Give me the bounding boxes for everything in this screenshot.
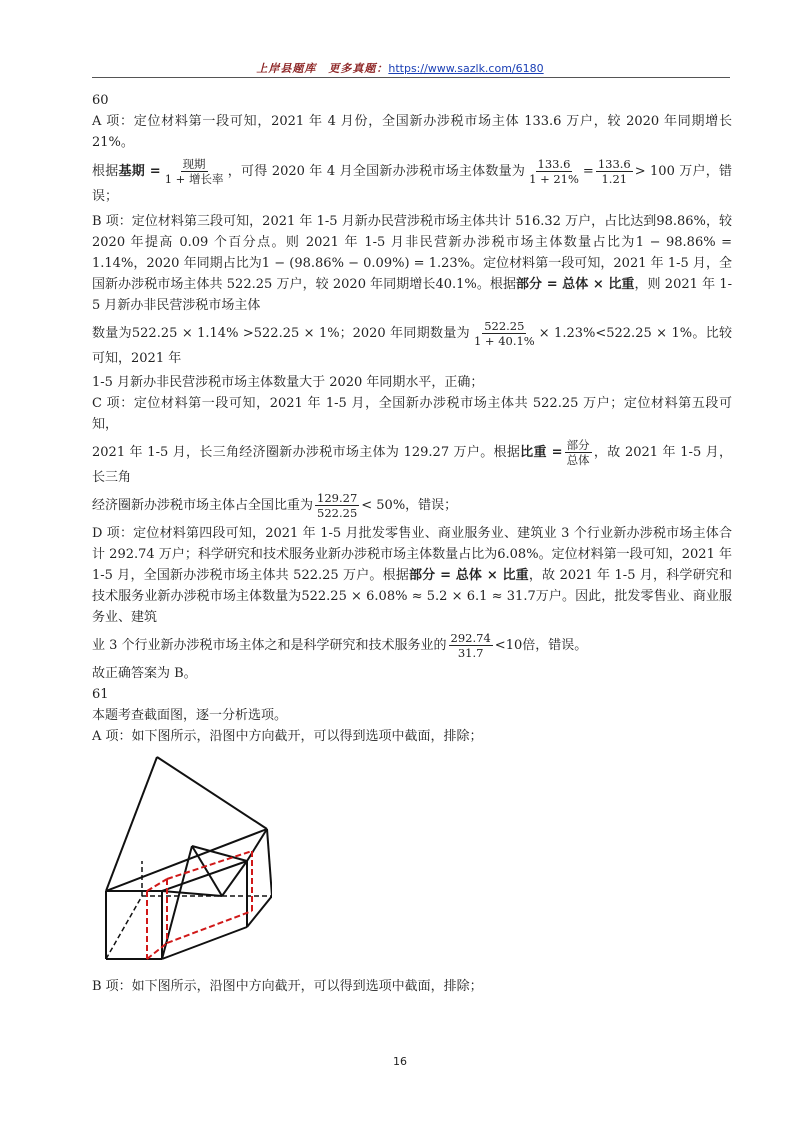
q60-b-frac: $\frac{522.25}{1 + 40.1\%}$ (473, 319, 535, 348)
header-brand: 上岸县题库 更多真题： (256, 62, 389, 75)
q60-a-frac3: $\frac{133.6}{1.21}$ (597, 157, 631, 186)
solution-content (92, 90, 732, 997)
q60-option-a: A 项：定位材料第一段可知，2021 年 4 月份，全国新办涉税市场主体 133.6 万户，较 2020 年同期增长21%。 (92, 114, 732, 150)
q60-c-frac1: $\frac{\text{部分}}{\text{总体}}$ (566, 438, 590, 467)
page-number: 16 (393, 1055, 407, 1068)
q60-c-frac2: $\frac{129.27}{522.25}$ (317, 491, 358, 520)
q60-answer: 故正确答案为 B。 (92, 666, 197, 681)
q61-intro: 本题考查截面图，逐一分析选项。 (92, 708, 288, 723)
q60-number: 60 (92, 93, 109, 108)
q60-a-frac2: $\frac{133.6}{1 + 21\%}$ (529, 157, 579, 186)
q60-a-formula-label: 基期 = (118, 164, 161, 179)
q60-d-formula: 部分 = 总体 × 比重 (408, 568, 529, 583)
q60-option-b: B 项：定位材料第三段可知，2021 年 1-5 月新办民营涉税市场主体共计 516.32 万户，占比达到98.86%，较 2020 年提高 0.09 个百分点。则 2021 年 1-5 月非民营新办涉税市场主体数量占比为1 − 98.86% = 1.14%，2020 年同期占比为1 − (98.86% − 0.09%) = 1.23%。定位材料第一段可知，2021 年 1-5 月，全国新办涉税市场主体共 522.25 万户，较 2020 年同期增长40.1%。根据部分 = 总体 × 比重，则 2021 年 1-5 月新办非民营涉税市场主体 (92, 214, 732, 313)
q60-option-c-formula: 2021 年 1-5 月，长三角经济圈新办涉税市场主体为 129.27 万户。根据比重 = $\frac{\text{部分}}{\text{总体}}$ ，故 2021 年 1-5 月，长三角 (92, 438, 733, 485)
q60-a-text-mid: ，可得 2020 年 4 月全国新办涉税市场主体数量为 (227, 164, 526, 179)
q60-option-b-conclusion: 1-5 月新办非民营涉税市场主体数量大于 2020 年同期水平，正确； (92, 375, 484, 390)
q60-a-frac1: $\frac{\text{现期}}{\text{1 + 增长率}}$ (164, 157, 224, 186)
q61-option-a: A 项：如下图所示，沿图中方向截开，可以得到选项中截面，排除； (92, 729, 483, 744)
q60-option-b-frac-line: 数量为522.25 × 1.14% >522.25 × 1%；2020 年同期数量为 $\frac{522.25}{1 + 40.1\%}$ × 1.23%<522.25 × 1%。比较可知，2021 年 (92, 319, 733, 366)
header-rule (92, 77, 730, 78)
q60-option-d: D 项：定位材料第四段可知，2021 年 1-5 月批发零售业、商业服务业、建筑业 3 个行业新办涉税市场主体合计 292.74 万户；科学研究和技术服务业新办涉税市场主体数量占比为6.08%。定位材料第一段可知，2021 年 1-5 月，全国新办涉税市场主体共 522.25 万户。根据部分 = 总体 × 比重，故 2021 年 1-5 月，科学研究和技术服务业新办涉税市场主体数量为522.25 × 6.08% ≈ 5.2 × 6.1 ≈ 31.7万户。因此，批发零售业、商业服务业、建筑 (92, 526, 732, 625)
header-link[interactable]: https://www.sazlk.com/6180 (388, 62, 544, 75)
page-header (0, 60, 800, 76)
cross-section-diagram (102, 751, 272, 966)
q60-option-a-formula: 根据基期 = $\frac{\text{现期}}{\text{1 + 增长率}}$ ，可得 2020 年 4 月全国新办涉税市场主体数量为 $\frac{133.6}{1 + 21\%}$ = $\frac{133.6}{1.21}$ > 100 万户，错误； (92, 157, 732, 204)
q60-a-text-end: > 100 万户，错误； (92, 164, 732, 204)
q60-option-c-conclusion: 经济圈新办涉税市场主体占全国比重为 $\frac{129.27}{522.25}$ < 50%，错误； (92, 491, 458, 520)
q60-option-c: C 项：定位材料第一段可知，2021 年 1-5 月，全国新办涉税市场主体共 522.25 万户；定位材料第五段可知， (92, 396, 732, 432)
q60-b-formula: 部分 = 总体 × 比重 (516, 277, 635, 292)
cross-section-figure (102, 751, 272, 966)
q60-option-d-conclusion: 业 3 个行业新办涉税市场主体之和是科学研究和技术服务业的 $\frac{292.74}{31.7}$ <10倍，错误。 (92, 631, 588, 660)
q60-c-formula: 比重 = (520, 445, 563, 460)
q61-option-b: B 项：如下图所示，沿图中方向截开，可以得到选项中截面，排除； (92, 979, 483, 994)
q60-d-frac: $\frac{292.74}{31.7}$ (450, 631, 491, 660)
q60-a-text: 根据 (92, 164, 119, 179)
q61-number: 61 (92, 687, 109, 702)
